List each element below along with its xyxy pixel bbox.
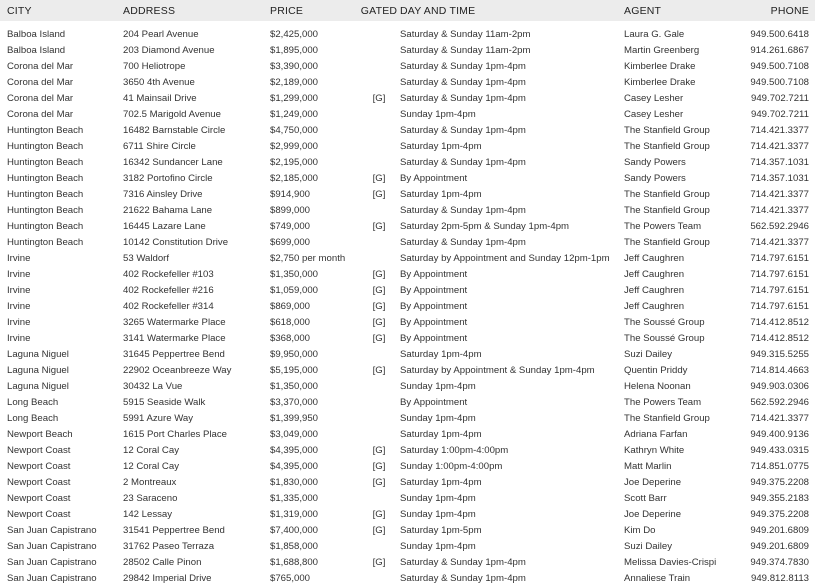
cell-day-and-time: Sunday 1pm-4pm [400,508,476,520]
cell-day-and-time: Saturday 1pm-4pm [400,428,482,440]
cell-agent: Sandy Powers [624,172,686,184]
cell-city: Irvine [7,252,31,264]
cell-day-and-time: By Appointment [400,172,468,184]
cell-day-and-time: Saturday 1pm-4pm [400,140,482,152]
cell-gated-badge: [G] [372,92,386,104]
column-header-address: ADDRESS [123,4,176,17]
cell-address: 30432 La Vue [123,380,183,392]
cell-agent: The Stanfield Group [624,236,710,248]
cell-agent: Jeff Caughren [624,268,685,280]
cell-city: San Juan Capistrano [7,556,97,568]
cell-agent: Kim Do [624,524,656,536]
cell-price: $1,858,000 [270,540,319,552]
cell-phone: 714.421.3377 [750,140,809,152]
table-row [0,570,815,586]
cell-phone: 914.261.6867 [750,44,809,56]
cell-agent: Casey Lesher [624,92,684,104]
table-row [0,170,815,186]
cell-price: $2,999,000 [270,140,319,152]
cell-day-and-time: By Appointment [400,316,468,328]
cell-day-and-time: Sunday 1pm-4pm [400,412,476,424]
table-row [0,74,815,90]
cell-phone: 714.421.3377 [750,412,809,424]
cell-price: $5,195,000 [270,364,319,376]
cell-gated-badge: [G] [372,460,386,472]
column-header-city: CITY [7,4,32,17]
table-row [0,378,815,394]
cell-city: Huntington Beach [7,156,84,168]
cell-day-and-time: Saturday & Sunday 1pm-4pm [400,124,526,136]
cell-city: Corona del Mar [7,108,74,120]
cell-gated-badge [360,58,398,74]
cell-agent: Jeff Caughren [624,252,685,264]
cell-gated-badge [360,202,398,218]
cell-gated-badge: [G] [372,188,386,200]
cell-address: 16445 Lazare Lane [123,220,206,232]
cell-gated-badge: [G] [372,444,386,456]
cell-gated-badge: [G] [372,172,386,184]
cell-city: Balboa Island [7,28,66,40]
cell-phone: 949.375.2208 [750,508,809,520]
cell-city: Huntington Beach [7,172,84,184]
cell-price: $4,750,000 [270,124,319,136]
column-header-gated: GATED [360,4,398,17]
cell-agent: Suzi Dailey [624,540,672,552]
cell-agent: The Stanfield Group [624,204,710,216]
cell-price: $3,370,000 [270,396,319,408]
cell-address: 28502 Calle Pinon [123,556,202,568]
cell-address: 10142 Constitution Drive [123,236,229,248]
cell-address: 31541 Peppertree Bend [123,524,225,536]
cell-agent: The Powers Team [624,396,702,408]
table-row [0,410,815,426]
table-row [0,186,815,202]
table-row [0,538,815,554]
cell-price: $4,395,000 [270,444,319,456]
cell-address: 204 Pearl Avenue [123,28,199,40]
cell-gated-badge [360,42,398,58]
cell-gated-badge [360,234,398,250]
cell-gated-badge: [G] [372,268,386,280]
cell-city: Irvine [7,316,31,328]
table-body [0,21,815,586]
cell-phone: 949.702.7211 [751,92,809,104]
cell-address: 16342 Sundancer Lane [123,156,223,168]
cell-address: 29842 Imperial Drive [123,572,212,584]
cell-phone: 714.814.4663 [750,364,809,376]
cell-phone: 714.797.6151 [750,300,809,312]
cell-price: $618,000 [270,316,311,328]
cell-price: $1,350,000 [270,268,319,280]
cell-price: $1,688,800 [270,556,319,568]
cell-price: $699,000 [270,236,311,248]
cell-gated-badge: [G] [372,364,386,376]
cell-city: Newport Coast [7,476,71,488]
cell-agent: Suzi Dailey [624,348,672,360]
table-row [0,42,815,58]
cell-price: $869,000 [270,300,311,312]
cell-phone: 562.592.2946 [750,220,809,232]
column-header-phone: PHONE [770,4,809,17]
table-row [0,442,815,458]
cell-city: Corona del Mar [7,92,74,104]
cell-price: $2,185,000 [270,172,319,184]
cell-phone: 714.797.6151 [750,252,809,264]
cell-price: $9,950,000 [270,348,319,360]
cell-agent: The Stanfield Group [624,140,710,152]
cell-day-and-time: Saturday 1pm-4pm [400,188,482,200]
cell-price: $1,299,000 [270,92,319,104]
table-row [0,106,815,122]
cell-city: Newport Coast [7,492,71,504]
cell-address: 3650 4th Avenue [123,76,195,88]
cell-address: 203 Diamond Avenue [123,44,215,56]
cell-phone: 949.201.6809 [750,540,809,552]
cell-day-and-time: Saturday 1:00pm-4:00pm [400,444,509,456]
cell-city: Newport Coast [7,460,71,472]
cell-agent: Scott Barr [624,492,667,504]
cell-agent: Annaliese Train [624,572,691,584]
table-row [0,154,815,170]
cell-price: $2,425,000 [270,28,319,40]
cell-address: 7316 Ainsley Drive [123,188,203,200]
table-header-row [0,0,815,21]
cell-city: Irvine [7,284,31,296]
cell-day-and-time: Sunday 1pm-4pm [400,108,476,120]
cell-city: Balboa Island [7,44,66,56]
cell-day-and-time: Sunday 1pm-4pm [400,492,476,504]
cell-price: $4,395,000 [270,460,319,472]
cell-city: San Juan Capistrano [7,524,97,536]
cell-agent: Matt Marlin [624,460,672,472]
cell-day-and-time: Saturday 2pm-5pm & Sunday 1pm-4pm [400,220,570,232]
cell-city: Long Beach [7,396,59,408]
cell-agent: The Soussé Group [624,316,705,328]
cell-day-and-time: By Appointment [400,300,468,312]
cell-agent: Jeff Caughren [624,300,685,312]
cell-agent: Sandy Powers [624,156,686,168]
cell-day-and-time: By Appointment [400,268,468,280]
cell-agent: Martin Greenberg [624,44,700,56]
cell-price: $899,000 [270,204,311,216]
cell-address: 41 Mainsail Drive [123,92,197,104]
cell-agent: Joe Deperine [624,476,682,488]
cell-city: Long Beach [7,412,59,424]
table-row [0,234,815,250]
cell-address: 6711 Shire Circle [123,140,196,152]
cell-gated-badge: [G] [372,220,386,232]
cell-gated-badge [360,154,398,170]
cell-day-and-time: Sunday 1:00pm-4:00pm [400,460,503,472]
cell-agent: Melissa Davies-Crispi [624,556,717,568]
cell-day-and-time: Saturday & Sunday 1pm-4pm [400,156,526,168]
cell-address: 142 Lessay [123,508,173,520]
cell-price: $1,059,000 [270,284,319,296]
cell-gated-badge [360,538,398,554]
cell-agent: The Soussé Group [624,332,705,344]
cell-gated-badge: [G] [372,556,386,568]
cell-city: Laguna Niguel [7,348,69,360]
cell-phone: 714.421.3377 [750,124,809,136]
table-row [0,522,815,538]
cell-agent: Kathryn White [624,444,685,456]
cell-address: 3265 Watermarke Place [123,316,226,328]
cell-phone: 949.812.8113 [751,572,809,584]
cell-phone: 949.201.6809 [750,524,809,536]
cell-day-and-time: Saturday & Sunday 1pm-4pm [400,236,526,248]
cell-price: $2,189,000 [270,76,319,88]
cell-day-and-time: Saturday & Sunday 1pm-4pm [400,204,526,216]
cell-price: $765,000 [270,572,311,584]
cell-agent: The Stanfield Group [624,412,710,424]
cell-agent: Joe Deperine [624,508,682,520]
cell-city: Corona del Mar [7,76,74,88]
cell-agent: Kimberlee Drake [624,76,696,88]
cell-address: 402 Rockefeller #314 [123,300,214,312]
cell-phone: 949.500.7108 [750,76,809,88]
table-row [0,330,815,346]
table-row [0,138,815,154]
cell-price: $2,195,000 [270,156,319,168]
cell-gated-badge [360,394,398,410]
cell-city: Huntington Beach [7,140,84,152]
cell-day-and-time: Saturday & Sunday 11am-2pm [400,28,531,40]
cell-phone: 714.421.3377 [750,188,809,200]
cell-gated-badge [360,378,398,394]
table-row [0,298,815,314]
cell-gated-badge: [G] [372,476,386,488]
table-row [0,282,815,298]
cell-address: 5991 Azure Way [123,412,194,424]
cell-city: Huntington Beach [7,204,84,216]
table-row [0,314,815,330]
cell-day-and-time: Saturday 1pm-5pm [400,524,482,536]
cell-address: 402 Rockefeller #216 [123,284,214,296]
cell-address: 5915 Seaside Walk [123,396,206,408]
table-row [0,250,815,266]
cell-day-and-time: Saturday & Sunday 1pm-4pm [400,92,526,104]
table-row [0,506,815,522]
cell-day-and-time: Saturday & Sunday 1pm-4pm [400,76,526,88]
cell-price: $1,895,000 [270,44,319,56]
cell-gated-badge: [G] [372,524,386,536]
column-header-day-and-time: DAY AND TIME [400,4,476,17]
cell-agent: Kimberlee Drake [624,60,696,72]
table-row [0,362,815,378]
cell-agent: Helena Noonan [624,380,691,392]
cell-gated-badge [360,410,398,426]
cell-address: 402 Rockefeller #103 [123,268,214,280]
cell-phone: 949.375.2208 [750,476,809,488]
cell-phone: 949.500.6418 [750,28,809,40]
cell-phone: 714.357.1031 [750,172,809,184]
cell-address: 22902 Oceanbreeze Way [123,364,232,376]
cell-gated-badge [360,490,398,506]
cell-agent: Adriana Farfan [624,428,688,440]
cell-phone: 714.851.0775 [750,460,809,472]
cell-agent: Casey Lesher [624,108,684,120]
table-row [0,26,815,42]
cell-phone: 714.357.1031 [750,156,809,168]
table-row [0,346,815,362]
cell-phone: 949.903.0306 [750,380,809,392]
cell-phone: 949.315.5255 [750,348,809,360]
cell-price: $368,000 [270,332,311,344]
cell-city: Huntington Beach [7,124,84,136]
cell-gated-badge [360,106,398,122]
cell-agent: Laura G. Gale [624,28,685,40]
cell-phone: 714.412.8512 [750,316,809,328]
cell-address: 3141 Watermarke Place [123,332,226,344]
cell-agent: The Stanfield Group [624,188,710,200]
cell-gated-badge: [G] [372,508,386,520]
cell-day-and-time: By Appointment [400,332,468,344]
cell-address: 53 Waldorf [123,252,170,264]
table-row [0,458,815,474]
cell-phone: 949.433.0315 [750,444,809,456]
cell-phone: 714.797.6151 [750,284,809,296]
cell-day-and-time: By Appointment [400,396,468,408]
cell-gated-badge [360,74,398,90]
cell-city: Huntington Beach [7,236,84,248]
cell-price: $914,900 [270,188,311,200]
cell-day-and-time: Sunday 1pm-4pm [400,380,476,392]
cell-price: $2,750 per month [270,252,346,264]
cell-agent: Quentin Priddy [624,364,688,376]
cell-address: 21622 Bahama Lane [123,204,213,216]
cell-gated-badge [360,138,398,154]
cell-city: San Juan Capistrano [7,572,97,584]
cell-price: $1,830,000 [270,476,319,488]
cell-city: Newport Coast [7,444,71,456]
cell-day-and-time: Saturday by Appointment & Sunday 1pm-4pm [400,364,595,376]
cell-price: $3,390,000 [270,60,319,72]
column-header-price: PRICE [270,4,304,17]
cell-gated-badge [360,426,398,442]
cell-gated-badge [360,346,398,362]
cell-gated-badge: [G] [372,300,386,312]
cell-day-and-time: By Appointment [400,284,468,296]
cell-price: $7,400,000 [270,524,319,536]
cell-city: Newport Coast [7,508,71,520]
cell-day-and-time: Saturday by Appointment and Sunday 12pm-1pm [400,252,610,264]
cell-gated-badge: [G] [372,316,386,328]
cell-price: $1,319,000 [270,508,319,520]
cell-phone: 949.702.7211 [751,108,809,120]
table-row [0,474,815,490]
table-row [0,202,815,218]
cell-phone: 714.421.3377 [750,204,809,216]
table-row [0,90,815,106]
cell-address: 3182 Portofino Circle [123,172,213,184]
cell-address: 12 Coral Cay [123,444,179,456]
table-row [0,122,815,138]
cell-price: $1,399,950 [270,412,319,424]
cell-city: Laguna Niguel [7,364,69,376]
cell-address: 12 Coral Cay [123,460,179,472]
cell-city: Newport Beach [7,428,73,440]
cell-phone: 949.500.7108 [750,60,809,72]
cell-city: Irvine [7,268,31,280]
cell-address: 31645 Peppertree Bend [123,348,225,360]
cell-day-and-time: Saturday & Sunday 11am-2pm [400,44,531,56]
cell-price: $3,049,000 [270,428,319,440]
cell-agent: Jeff Caughren [624,284,685,296]
cell-agent: The Stanfield Group [624,124,710,136]
cell-city: Huntington Beach [7,220,84,232]
cell-address: 31762 Paseo Terraza [123,540,215,552]
cell-city: Huntington Beach [7,188,84,200]
cell-address: 23 Saraceno [123,492,178,504]
cell-price: $1,249,000 [270,108,319,120]
cell-gated-badge [360,122,398,138]
table-row [0,554,815,570]
cell-phone: 714.412.8512 [750,332,809,344]
table-row [0,266,815,282]
cell-city: Irvine [7,300,31,312]
cell-city: San Juan Capistrano [7,540,97,552]
table-row [0,394,815,410]
cell-price: $749,000 [270,220,311,232]
cell-city: Corona del Mar [7,60,74,72]
cell-gated-badge [360,26,398,42]
cell-phone: 714.797.6151 [750,268,809,280]
cell-day-and-time: Saturday 1pm-4pm [400,476,482,488]
cell-day-and-time: Saturday & Sunday 1pm-4pm [400,60,526,72]
cell-phone: 562.592.2946 [750,396,809,408]
table-row [0,218,815,234]
cell-price: $1,335,000 [270,492,319,504]
cell-gated-badge [360,570,398,586]
cell-gated-badge: [G] [372,332,386,344]
cell-address: 700 Heliotrope [123,60,186,72]
cell-address: 16482 Barnstable Circle [123,124,226,136]
cell-phone: 949.400.9136 [750,428,809,440]
cell-day-and-time: Saturday & Sunday 1pm-4pm [400,556,526,568]
table-row [0,426,815,442]
cell-address: 702.5 Marigold Avenue [123,108,221,120]
cell-gated-badge: [G] [372,284,386,296]
cell-agent: The Powers Team [624,220,702,232]
cell-phone: 714.421.3377 [750,236,809,248]
table-row [0,490,815,506]
cell-gated-badge [360,250,398,266]
cell-city: Irvine [7,332,31,344]
cell-day-and-time: Saturday & Sunday 1pm-4pm [400,572,526,584]
cell-address: 1615 Port Charles Place [123,428,227,440]
cell-day-and-time: Sunday 1pm-4pm [400,540,476,552]
table-row [0,58,815,74]
cell-price: $1,350,000 [270,380,319,392]
cell-phone: 949.374.7830 [750,556,809,568]
cell-city: Laguna Niguel [7,380,69,392]
cell-address: 2 Montreaux [123,476,177,488]
cell-day-and-time: Saturday 1pm-4pm [400,348,482,360]
cell-phone: 949.355.2183 [750,492,809,504]
column-header-agent: AGENT [624,4,662,17]
